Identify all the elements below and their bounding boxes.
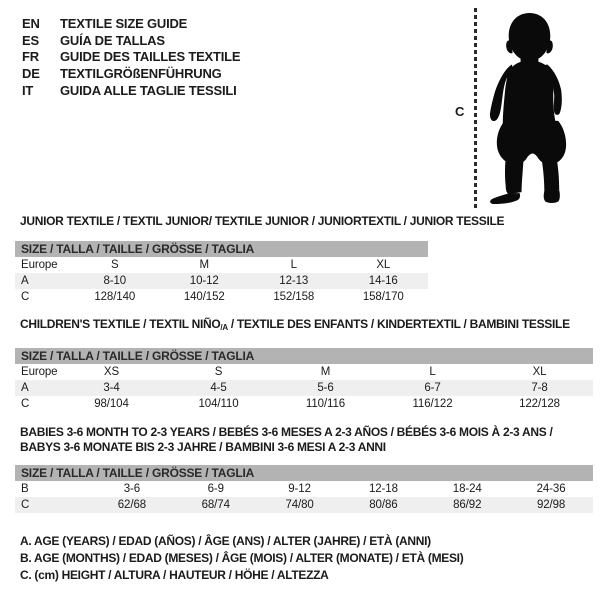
table-cell: M	[199, 259, 209, 271]
table-cell: 92/98	[536, 499, 566, 511]
table-cell: L	[290, 259, 297, 271]
table-cell: S	[110, 259, 119, 271]
babies-size-table	[15, 465, 593, 513]
row-label: C	[21, 291, 30, 303]
table-cell: 5-6	[317, 382, 334, 394]
language-code: FR	[22, 49, 39, 65]
row-label: Europe	[21, 259, 58, 271]
language-row	[22, 32, 240, 49]
language-label: GUÍA DE TALLAS	[60, 32, 165, 48]
language-row	[22, 82, 240, 99]
table-cell: 12-13	[279, 275, 309, 287]
table-row	[15, 257, 428, 273]
table-row	[15, 364, 593, 380]
size-bar: SIZE / TALLA / TAILLE / GRÖSSE / TAGLIA	[15, 348, 593, 364]
row-label: B	[21, 483, 29, 495]
table-cell: XL	[376, 259, 391, 271]
language-code: ES	[22, 32, 39, 48]
table-cell: 9-12	[288, 483, 311, 495]
table-row	[15, 396, 593, 412]
table-cell: 6-7	[424, 382, 441, 394]
language-label: TEXTILGRÖßENFÜHRUNG	[60, 65, 222, 81]
language-label: GUIDE DES TAILLES TEXTILE	[60, 49, 241, 65]
size-bar: SIZE / TALLA / TAILLE / GRÖSSE / TAGLIA	[15, 465, 593, 481]
table-cell: 6-9	[207, 483, 224, 495]
table-cell: 152/158	[273, 291, 315, 303]
toddler-silhouette-icon	[481, 9, 577, 207]
table-cell: 98/104	[94, 398, 129, 410]
table-cell: 14-16	[368, 275, 398, 287]
language-header	[22, 15, 240, 98]
footnote-b: B. AGE (MONTHS) / EDAD (MESES) / ÂGE (MOIS) / ALTER (MONATE) / ETÀ (MESI)	[20, 551, 464, 565]
footnotes	[20, 533, 463, 584]
language-row	[22, 65, 240, 82]
table-cell: 12-18	[368, 483, 398, 495]
table-cell: 110/116	[305, 398, 346, 410]
table-cell: 8-10	[103, 275, 127, 287]
children-size-table	[15, 348, 593, 412]
table-cell: 18-24	[452, 483, 482, 495]
table-cell: 62/68	[117, 499, 147, 511]
table-row	[15, 273, 428, 289]
table-cell: 86/92	[453, 499, 482, 511]
table-title-line: BABYS 3-6 MONATE BIS 2-3 JAHRE / BAMBINI 3-6 MESI A 2-3 ANNI	[20, 440, 386, 454]
table-title-line: CHILDREN'S TEXTILE / TEXTIL $NIÑO_{/A}$ / TEXTILE DES ENFANTS / KINDERTEXTIL / BAMBINI TESSILE	[20, 317, 570, 332]
table-cell: 74/80	[285, 499, 314, 511]
table-cell: 116/122	[412, 398, 453, 410]
table-row	[15, 497, 593, 513]
row-label: A	[21, 275, 29, 287]
table-cell: L	[429, 366, 436, 378]
table-row	[15, 289, 428, 305]
language-label: TEXTILE SIZE GUIDE	[60, 15, 188, 31]
row-label: A	[21, 382, 29, 394]
table-cell: 104/110	[198, 398, 239, 410]
table-cell: XL	[532, 366, 547, 378]
height-dotted-line	[474, 8, 477, 209]
table-title-line: JUNIOR TEXTILE / TEXTIL JUNIOR/ TEXTILE JUNIOR / JUNIORTEXTIL / JUNIOR TESSILE	[20, 214, 505, 228]
language-code: DE	[22, 65, 40, 81]
table-cell: 4-5	[210, 382, 227, 394]
height-measure-label: C	[455, 104, 465, 119]
table-cell: S	[214, 366, 223, 378]
junior-size-table	[15, 241, 428, 305]
language-code: EN	[22, 15, 40, 31]
babies-table-title	[20, 425, 552, 455]
table-cell: 7-8	[531, 382, 548, 394]
row-label: C	[21, 398, 30, 410]
table-cell: XS	[103, 366, 120, 378]
row-label: C	[21, 499, 30, 511]
footnote-c: C. (cm) HEIGHT / ALTURA / HAUTEUR / HÖHE / ALTEZZA	[20, 568, 329, 582]
footnote-a: A. AGE (YEARS) / EDAD (AÑOS) / ÂGE (ANS) / ALTER (JAHRE) / ETÀ (ANNI)	[20, 534, 431, 548]
table-cell: M	[320, 366, 331, 378]
table-cell: 140/152	[183, 291, 225, 303]
language-row	[22, 15, 240, 32]
table-cell: 3-4	[103, 382, 120, 394]
language-label: GUIDA ALLE TAGLIE TESSILI	[60, 82, 237, 98]
table-row	[15, 380, 593, 396]
table-title-line: BABIES 3-6 MONTH TO 2-3 YEARS / BEBÉS 3-6 MESES A 2-3 AÑOS / BÉBÉS 3-6 MOIS À 2-3 ANS /	[20, 425, 553, 439]
table-cell: 122/128	[519, 398, 560, 410]
table-cell: 158/170	[362, 291, 404, 303]
table-cell: 24-36	[536, 483, 566, 495]
table-cell: 3-6	[123, 483, 141, 495]
table-cell: 68/74	[201, 499, 230, 511]
table-row	[15, 481, 593, 497]
table-cell: 10-12	[189, 275, 219, 287]
children-table-title	[20, 317, 570, 335]
table-cell: 128/140	[94, 291, 136, 303]
size-bar: SIZE / TALLA / TAILLE / GRÖSSE / TAGLIA	[15, 241, 428, 257]
language-row	[22, 48, 240, 65]
table-cell: 80/86	[369, 499, 398, 511]
row-label: Europe	[21, 366, 58, 378]
language-code: IT	[22, 82, 34, 98]
junior-table-title	[20, 214, 504, 229]
